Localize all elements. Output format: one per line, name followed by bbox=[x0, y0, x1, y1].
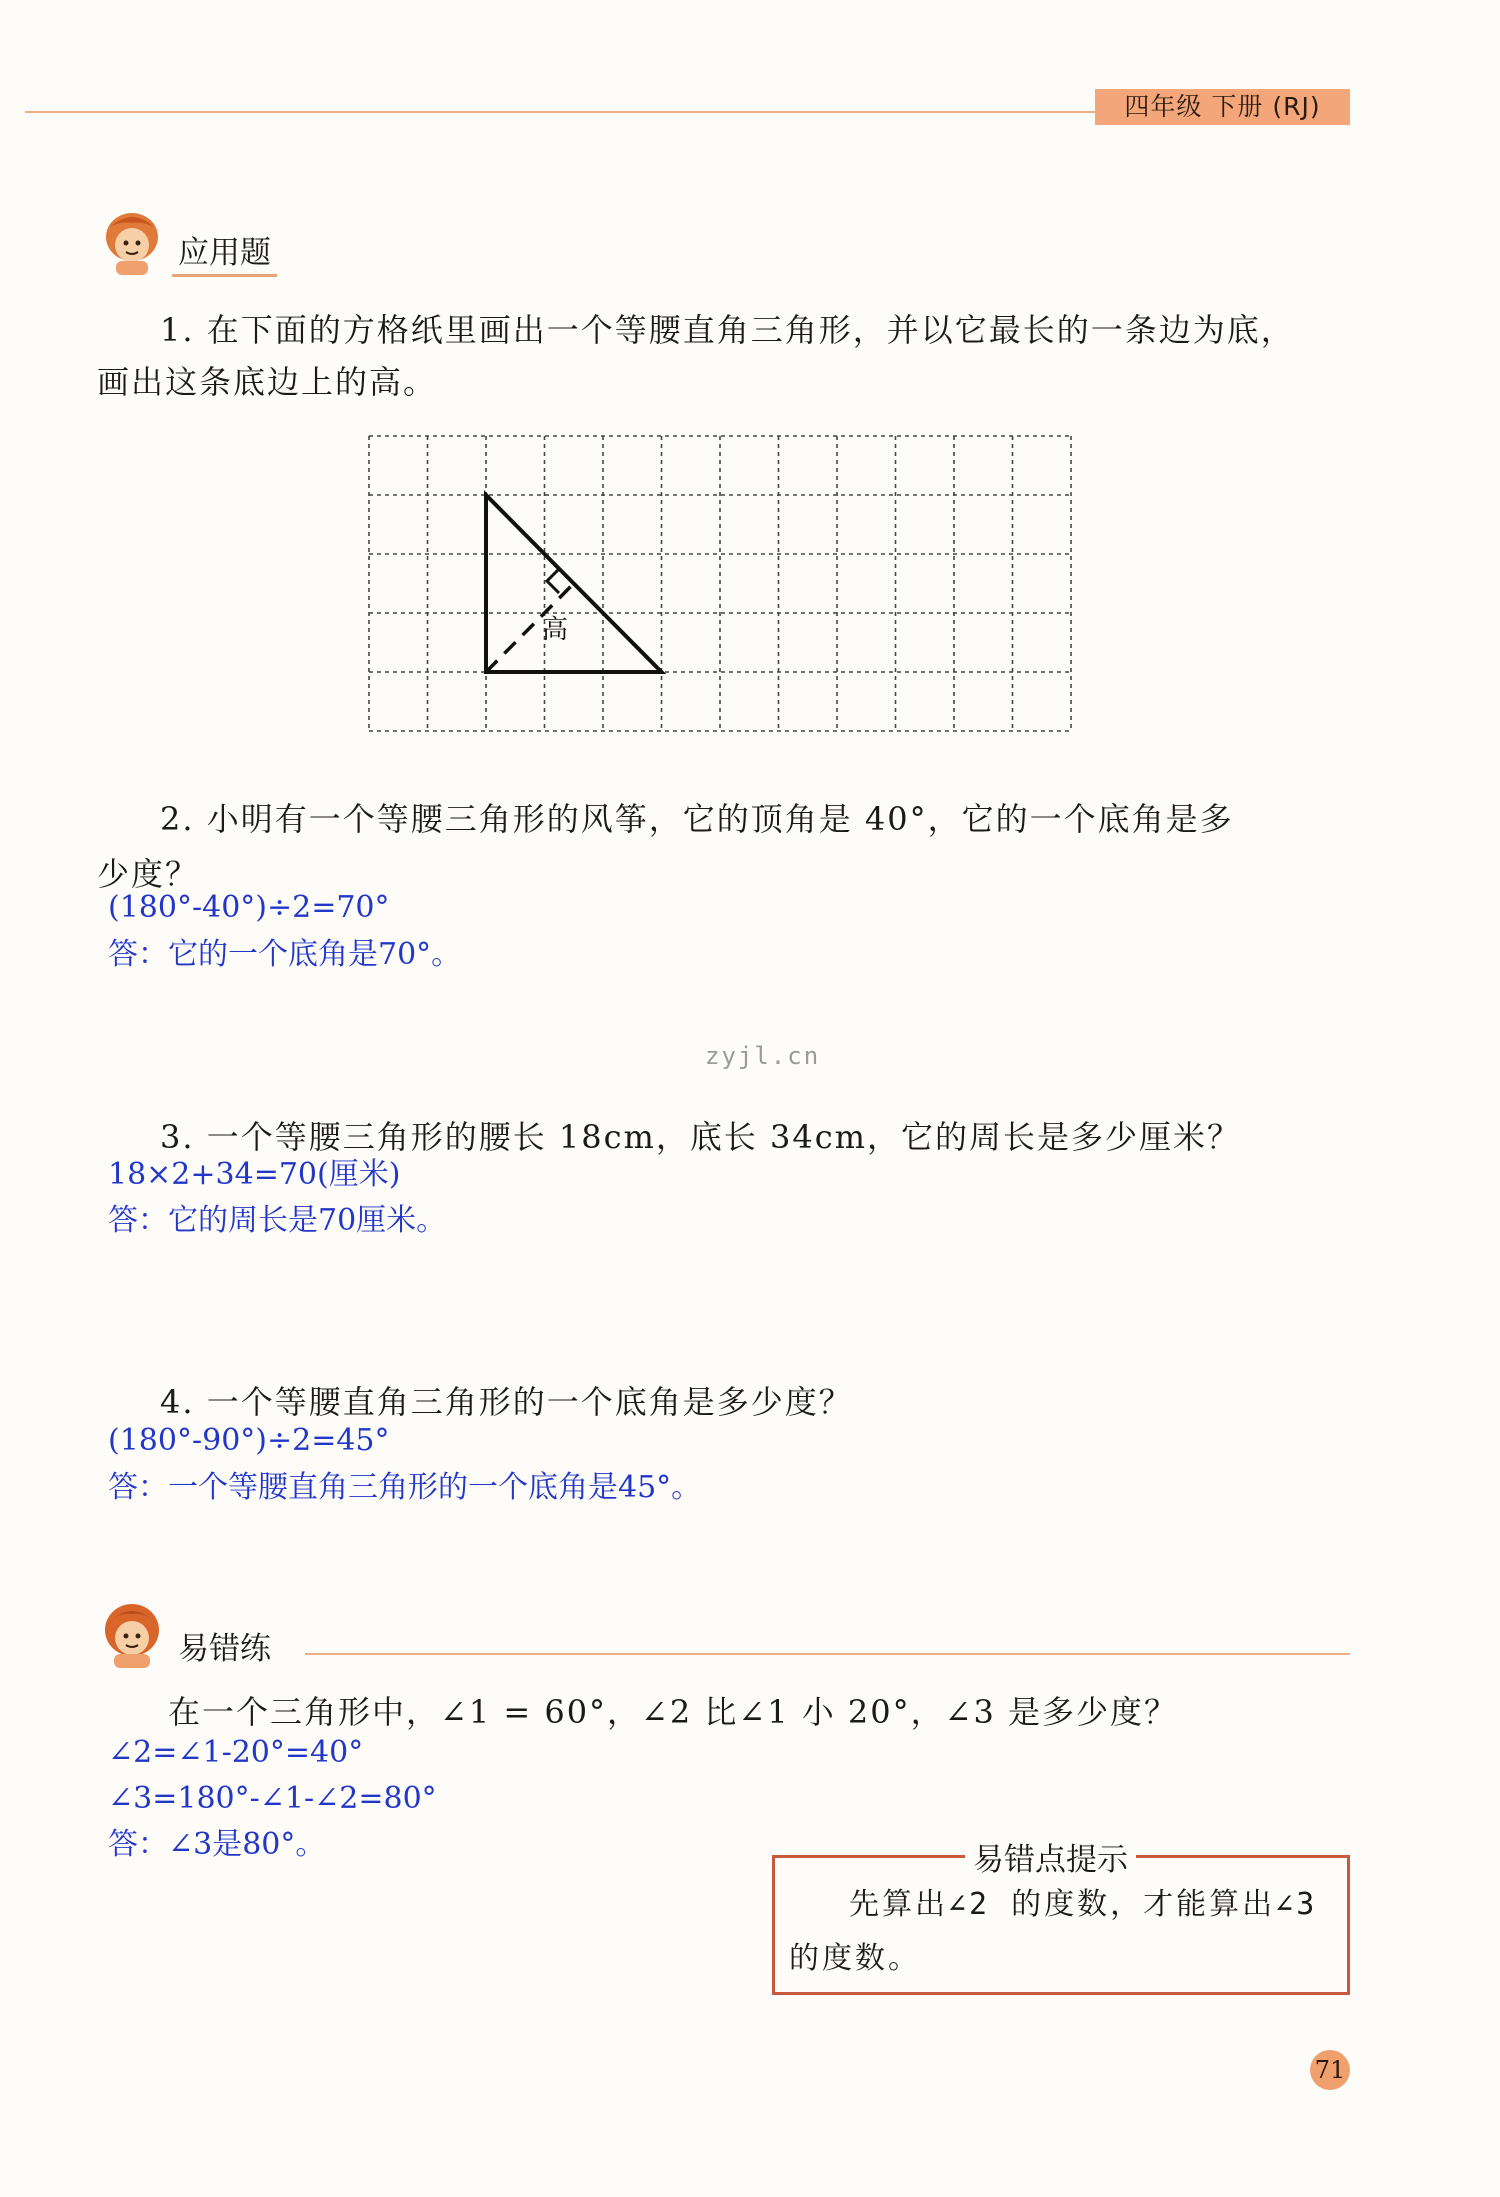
grid-lines bbox=[369, 436, 1071, 731]
q4-answer-calc: (180°-90°)÷2=45° bbox=[108, 1423, 390, 1458]
header-rule bbox=[25, 111, 1095, 113]
grid-paper bbox=[360, 430, 1080, 740]
q2-answer-calc: (180°-40°)÷2=70° bbox=[108, 890, 390, 925]
tip-box bbox=[772, 1842, 1350, 1995]
section-heading-mistake bbox=[96, 1598, 277, 1670]
height-label: 高 bbox=[542, 615, 569, 645]
mascot-girl-icon bbox=[96, 1598, 166, 1670]
mistake-answer-1: ∠2=∠1-20°=40° bbox=[108, 1735, 364, 1770]
section-title: 应用题 bbox=[172, 236, 277, 277]
section-title: 易错练 bbox=[178, 1630, 271, 1667]
q2-line2: 少度？ bbox=[97, 855, 200, 893]
grade-tag: 四年级 下册 (RJ) bbox=[1095, 89, 1350, 125]
mistake-rule bbox=[305, 1653, 1350, 1655]
mistake-answer-2: ∠3=180°-∠1-∠2=80° bbox=[108, 1781, 437, 1816]
q2-line1: 2. 小明有一个等腰三角形的风筝，它的顶角是 40°，它的一个底角是多 bbox=[160, 800, 1234, 838]
q3-answer-calc: 18×2+34=70(厘米) bbox=[108, 1157, 401, 1192]
watermark: zyjl.cn bbox=[705, 1042, 821, 1070]
mistake-question: 在一个三角形中，∠1 = 60°，∠2 比∠1 小 20°，∠3 是多少度？ bbox=[168, 1693, 1178, 1731]
q2-answer-text: 答：它的一个底角是70°。 bbox=[108, 937, 462, 972]
right-angle-mark bbox=[547, 569, 559, 593]
q3-answer-text: 答：它的周长是70厘米。 bbox=[108, 1203, 447, 1238]
tip-text: 先算出∠2 的度数，才能算出∠3 的度数。 bbox=[789, 1887, 1318, 1976]
section-heading-applied bbox=[96, 205, 277, 277]
mistake-answer-3: 答：∠3是80°。 bbox=[108, 1827, 326, 1862]
q3-line1: 3. 一个等腰三角形的腰长 18cm，底长 34cm，它的周长是多少厘米？ bbox=[160, 1118, 1242, 1156]
tip-title: 易错点提示 bbox=[965, 1834, 1136, 1879]
q1-line2: 画出这条底边上的高。 bbox=[97, 363, 438, 401]
page-number: 71 bbox=[1310, 2050, 1350, 2090]
q4-answer-text: 答：一个等腰直角三角形的一个底角是45°。 bbox=[108, 1470, 702, 1505]
q4-line1: 4. 一个等腰直角三角形的一个底角是多少度？ bbox=[160, 1383, 853, 1421]
mascot-icon bbox=[96, 205, 166, 277]
q1-line1: 1. 在下面的方格纸里画出一个等腰直角三角形，并以它最长的一条边为底， bbox=[160, 311, 1295, 349]
